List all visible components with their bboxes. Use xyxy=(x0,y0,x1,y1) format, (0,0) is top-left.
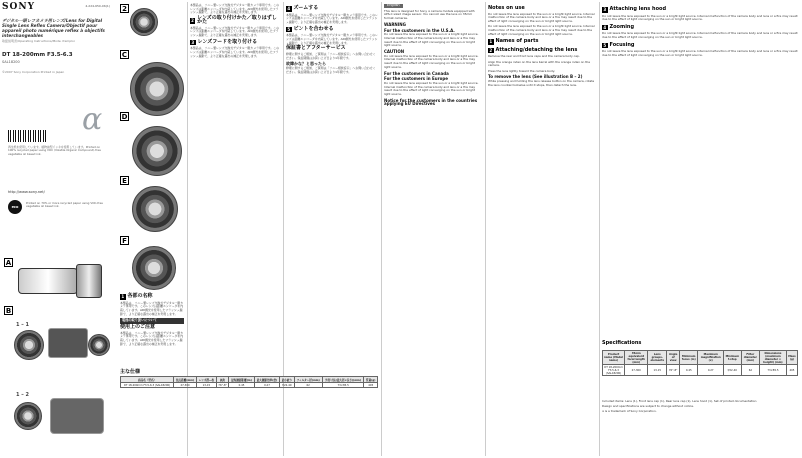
spec-header: 焦点距離(mm) xyxy=(174,377,197,383)
eco-text: Printed on 70% or more recycled paper using VOC-free vegetable oil based ink. xyxy=(26,201,103,209)
lens-illustration-f xyxy=(132,246,176,290)
document-code: 4-224-650-06(1) xyxy=(85,4,110,8)
lens-illustration-e xyxy=(132,186,178,232)
divider-5 xyxy=(599,2,600,456)
lens-illustration-c xyxy=(130,62,184,116)
spec-title-jp: 主な仕様 xyxy=(120,369,141,375)
intro-jp: 本製品は、ソニー製レンズ交換式デジタル一眼カメラ専用です。このレンズは距離エンコーダを内蔵しています。ADI調光を使用したフラッシュ撮影で、より正確な露出の補正を実現します。 xyxy=(190,3,279,15)
spec-cell: 27-300 xyxy=(625,365,648,376)
cover-subtitle: 取扱説明書/Operating Instructions/Mode d'emploi xyxy=(2,39,75,43)
divider-3 xyxy=(381,2,382,456)
recycled-paper-note: 再生紙を使用しています。植物油型インキを使用しています。Printed on 100% recycled paper using VOC (Volatile Organic Compound)-free vegetable oil based ink. xyxy=(8,145,101,156)
section-number: 3 xyxy=(603,7,607,12)
heading-precautions-jp: 使用上のご注意 xyxy=(120,324,156,331)
figure-label-2: 2 xyxy=(120,4,129,13)
english-column-3 xyxy=(602,4,798,59)
alpha-logo: α xyxy=(82,102,103,137)
lens-illustration-d xyxy=(132,126,182,176)
sony-url[interactable]: http://www.sony.net/ xyxy=(8,190,45,194)
section-number: 5 xyxy=(603,42,607,48)
heading-faq-jp: 故障かな？と思ったら xyxy=(286,61,326,67)
spec-cell: 13-15 xyxy=(648,365,667,376)
spec-header: 最短撮影距離(m) xyxy=(229,377,255,383)
eco-logo: eco xyxy=(8,200,22,214)
faq-text-jp: 修理に関するご相談、ご質問は「ソニー相談窓口」へお問い合わせください。保証期間はお買い上げ日より1年間です。 xyxy=(286,66,376,74)
heading-attach-lens: 2 Attaching/detaching the lens xyxy=(489,46,578,53)
model-id: SAL18200 xyxy=(2,59,20,64)
figure-label-e: E xyxy=(120,176,129,185)
heading-attach-jp: 2 レンズの取り付けかた／取りはずしかた xyxy=(191,15,277,25)
japanese-column-1 xyxy=(120,292,184,348)
spec-header: 画角 xyxy=(216,377,228,383)
body-text: 本製品は、ソニー製レンズ交換式デジタル一眼カメラ専用です。このレンズは距離エンコーダを内蔵しています。ADI調光を使用したフラッシュ撮影で、より正確な露出の補正を実現します。 xyxy=(120,300,184,316)
heading-zoom-jp: 4 ズームする xyxy=(287,4,319,11)
english-intro: This lens is designed for Sony α camera models equipped with APS-C sized image sensor. You cannot use the lens on 35mm format cameras. xyxy=(384,8,475,21)
figure-label-f: F xyxy=(120,236,129,245)
figure-label-a: A xyxy=(5,259,12,267)
section-number: 4 xyxy=(287,6,291,11)
heading-service-jp: 保証書とアフターサービス xyxy=(286,45,346,52)
lens-illustration-top xyxy=(130,8,158,36)
spec-table-en xyxy=(602,350,798,376)
model-name: DT 18-200mm F3.5-6.3 xyxy=(2,51,73,58)
warning-box: 電池の取り扱いについて xyxy=(120,318,184,324)
heading-usa: For the customers in the U.S.A. xyxy=(384,27,455,33)
spec-data-row-jp xyxy=(121,383,378,388)
heading-hood-jp: 3 レンズフードを取り付ける xyxy=(191,38,258,45)
attach-step-1: Remove the rear and front lens caps and the camera body cap. xyxy=(488,54,580,59)
english-column-2 xyxy=(488,4,596,89)
japanese-column-3 xyxy=(286,4,378,76)
spec-cell: 73×85.5 xyxy=(760,365,787,376)
heading-europe: For the customers in Europe xyxy=(384,76,448,82)
heading-caution: CAUTION xyxy=(384,49,405,55)
figure-b2-caption: 1 – 2 xyxy=(16,392,29,398)
spec-header: Dimensions (maximum diameter × height) (mm) xyxy=(760,351,787,365)
lens-illustration-b1 xyxy=(14,330,44,360)
spec-header: Filter diameter (mm) xyxy=(741,351,759,365)
heading-focusing: 5 Focusing xyxy=(603,41,635,48)
spec-header: Angle of view xyxy=(667,351,680,365)
spec-header: 35mm equivalent focal length (mm) xyxy=(625,351,648,365)
spec-header: Minimum focus (m) xyxy=(680,351,698,365)
heading-warning: WARNING xyxy=(384,21,406,27)
cover-panel xyxy=(2,2,112,456)
spec-table-jp xyxy=(120,376,378,388)
spec-header-row-en xyxy=(603,351,798,365)
heading-zooming: 4 Zooming xyxy=(603,23,635,30)
spec-header: 質量(g) xyxy=(364,377,378,383)
spec-cell: 0.27 xyxy=(254,383,279,388)
europe-text: Do not leave the lens exposed to the sun or a bright light source. Internal malfunction of the camera body and lens or a fire may result due to the effect of light converging on the sun or bright light source. xyxy=(384,80,479,97)
section-number: 5 xyxy=(287,26,291,32)
spec-cell: 76°-8° xyxy=(218,383,227,387)
spec-header: Mass (g) xyxy=(786,351,797,365)
spec-header: Product name (Model name) xyxy=(603,351,625,365)
spec-cell: DT 18-200mm F3.5-6.3 (SAL18200) xyxy=(121,383,174,388)
section-number: 2 xyxy=(191,18,194,24)
spec-cell: 0.45 xyxy=(680,365,698,376)
cover-title: デジタル一眼レフカメラ用レンズ/Lens for Digital Single Lens Reflex Camera/Objectif pour appareil photo numérique reflex à objectifs interchangeables xyxy=(2,18,105,38)
heading-names-of-parts: 1 Names of parts xyxy=(489,38,539,45)
notes-text-2: Do not leave the lens exposed to the sun or a bright light source. Internal malfunction of the camera body and lens or a fire may result due to the effect of light converging on the sun or bright light source. xyxy=(488,24,595,36)
spec-cell: 13-15 xyxy=(196,383,216,388)
section-number: 1 xyxy=(489,39,493,45)
spec-header: Maximum magnification (x) xyxy=(698,351,724,365)
camera-body-b1 xyxy=(48,328,88,358)
brand-logo: SONY xyxy=(2,2,35,12)
spec-cell: 62 xyxy=(741,365,759,376)
english-column-1 xyxy=(384,4,482,107)
divider-4 xyxy=(485,2,486,456)
spec-cell: 62 xyxy=(294,383,322,388)
spec-cell: 405 xyxy=(786,365,797,376)
spec-header: 最大撮影倍率(倍) xyxy=(254,377,279,383)
hood-text: Do not leave the lens exposed to the sun or a bright light source. Internal malfunction of the camera body and lens or a fire may result due to the effect of light converging on the sun or bright light source. xyxy=(602,13,798,22)
notes-text: Do not leave the lens exposed to the sun or a bright light source. Internal malfunction of the camera body and lens or a fire may result due to the effect of light converging on the sun or bright light source. xyxy=(488,11,595,24)
spec-cell: 27-300 xyxy=(174,383,197,388)
figure-b1-caption: 1 – 1 xyxy=(16,322,29,328)
spec-cell: f/22-40 xyxy=(723,365,741,376)
spec-footnotes-en xyxy=(602,400,798,416)
spec-header: Lens groups-elements xyxy=(648,351,667,365)
spec-header: Minimum f-stop xyxy=(723,351,741,365)
included-items: Included items: Lens (1), Front lens cap (1), Rear lens cap (1), Lens hood (1), Set of printed documentation xyxy=(602,399,757,403)
heading-notes-on-use: Notes on use xyxy=(488,5,525,11)
lens-diagram-a xyxy=(14,262,106,302)
heading-focus-jp: 5 ピントを合わせる xyxy=(287,25,334,32)
heading-remove-lens: To remove the lens (See illustration B – 2) xyxy=(488,74,583,80)
spec-cell: DT 18-200mm F3.5-6.3 (SAL18200) xyxy=(604,365,623,375)
spec-data-row-en xyxy=(603,365,798,376)
spec-header: 最小絞り xyxy=(280,377,294,383)
remove-lens-text: While pressing and holding the lens release button on the camera, rotate the lens counterclockwise until it stops, then detach the lens. xyxy=(488,78,595,87)
attach-step-2: Align the orange index on the lens barrel with the orange index on the camera. xyxy=(488,59,591,68)
service-text-jp: 修理に関するご相談、ご質問は「ソニー相談窓口」へお問い合わせください。保証期間はお買い上げ日より1年間です。 xyxy=(286,51,376,60)
zoom-text-jp: 本製品は、ソニー製レンズ交換式デジタル一眼カメラ専用です。このレンズは距離エンコーダを内蔵しています。ADI調光を使用したフラッシュ撮影で、より正確な露出の補正を実現します。 xyxy=(286,12,378,24)
attach-step-3: Press the lens lightly toward the camera body. xyxy=(488,68,555,73)
hood-text-jp: 本製品は、ソニー製レンズ交換式デジタル一眼カメラ専用です。このレンズは距離エンコーダを内蔵しています。ADI調光を使用したフラッシュ撮影で、より正確な露出の補正を実現します。 xyxy=(190,46,279,58)
lens-illustration-b2 xyxy=(14,402,42,430)
section-number: 2 xyxy=(489,47,493,53)
heading-canada: For the customers in Canada xyxy=(384,70,449,76)
attach-text-jp: 本製品は、ソニー製レンズ交換式デジタル一眼カメラ専用です。このレンズは距離エンコーダを内蔵しています。ADI調光を使用したフラッシュ撮影で、より正確な露出の補正を実現します。 xyxy=(190,25,279,37)
trademark-notice: α is a trademark of Sony Corporation. xyxy=(602,409,657,414)
figure-label-b: B xyxy=(5,307,12,315)
spec-header: フィルター径(mm) xyxy=(294,377,322,383)
spec-cell: 0.45 xyxy=(229,383,255,388)
camera-body-b2 xyxy=(50,398,104,434)
heading-names-jp: 1 各部の名称 xyxy=(121,292,153,299)
design-notice: Design and specifications are subject to change without notice. xyxy=(602,404,694,409)
section-number: 1 xyxy=(121,294,125,299)
section-number: 4 xyxy=(603,24,607,30)
figure-label-d: D xyxy=(121,113,128,121)
spec-header: 外形寸法(最大径×長さ)(mm) xyxy=(322,377,364,383)
spec-header: レンズ群―枚 xyxy=(196,377,216,383)
language-tag-english: English xyxy=(384,4,403,8)
focus-text: Do not leave the lens exposed to the sun or a bright light source. Internal malfunction of the camera body and lens or a fire may result due to the effect of light converging on the sun or bright light source. xyxy=(602,49,798,58)
heading-eu-directives: Notice for the customers in the countries applying EU Directives xyxy=(384,97,478,107)
japanese-column-2 xyxy=(190,4,280,60)
zoom-text: Do not leave the lens exposed to the sun or a bright light source. Internal malfunction of the camera body and lens or a fire may result due to the effect of light converging on the sun or bright light source. xyxy=(602,31,798,40)
copyright: ©2007 Sony Corporation Printed in Japan xyxy=(2,69,65,74)
spec-title-en: Specifications xyxy=(602,340,642,346)
spec-header: 商品名（型名） xyxy=(121,377,174,383)
spec-cell: 405 xyxy=(364,383,378,388)
spec-cell: 0.27 xyxy=(698,365,724,376)
spec-cell: f/22-40 xyxy=(280,383,294,388)
figure-label-c: C xyxy=(121,51,128,59)
spec-cell: 76°-8° xyxy=(667,365,680,376)
focus-text-jp: 本製品は、ソニー製レンズ交換式デジタル一眼カメラ専用です。このレンズは距離エンコーダを内蔵しています。ADI調光を使用したフラッシュ撮影で、より正確な露出の補正を実現します。 xyxy=(286,33,378,45)
lens-illustration-b1b xyxy=(88,334,110,356)
section-number: 3 xyxy=(191,39,195,45)
body-text-2: 本製品は、ソニー製レンズ交換式デジタル一眼カメラ専用です。このレンズは距離エンコーダを内蔵しています。ADI調光を使用したフラッシュ撮影で、より正確な露出の補正を実現します。 xyxy=(120,330,184,346)
caution-text: Do not leave the lens exposed to the sun or a bright light source. Internal malfunction of the camera body and lens or a fire may result due to the effect of light converging on the sun or bright light source. xyxy=(384,53,479,69)
usa-text: Do not leave the lens exposed to the sun or a bright light source. Internal malfunction of the camera body and lens or a fire may result due to the effect of light converging on the sun or bright light source. xyxy=(384,32,479,48)
heading-hood: 3 Attaching lens hood xyxy=(603,5,667,12)
barcode xyxy=(8,130,48,142)
spec-cell: 73×85.5 xyxy=(322,383,364,388)
